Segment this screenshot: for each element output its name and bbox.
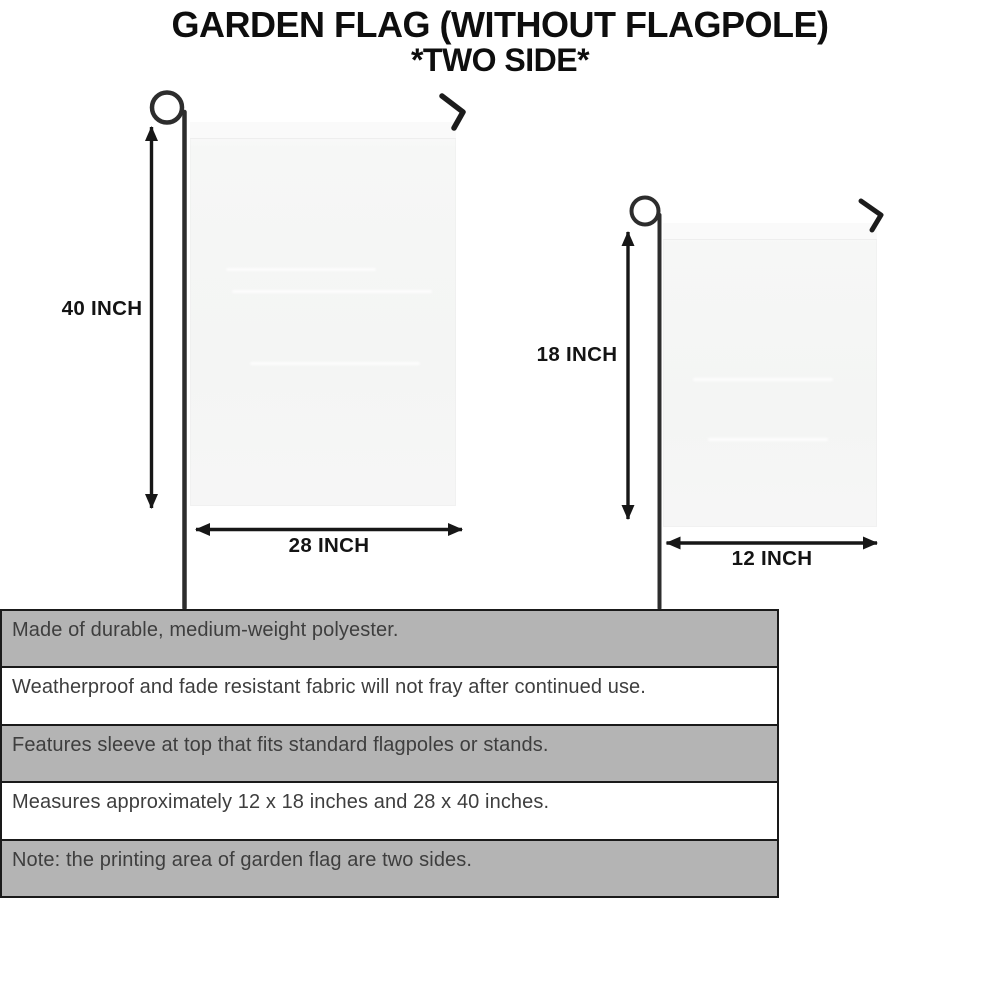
small-flag-fabric [663, 223, 877, 527]
small-flag-height-label: 18 INCH [536, 343, 618, 366]
fabric-fold-line [226, 268, 376, 271]
title-block [0, 5, 1000, 77]
large-flag-fabric [190, 122, 456, 506]
title-line-1: GARDEN FLAG (WITHOUT FLAGPOLE) [171, 4, 829, 45]
feature-row: Measures approximately 12 x 18 inches and 28 x 40 inches. [2, 783, 777, 840]
title-line-2: *TWO SIDE* [410, 42, 590, 78]
fabric-fold-line [232, 290, 432, 293]
feature-row: Note: the printing area of garden flag are two sides. [2, 841, 777, 896]
large-flag-width-label: 28 INCH [288, 534, 370, 557]
large-flag-pole [152, 93, 185, 609]
small-flag-pole [632, 198, 660, 609]
feature-row: Weatherproof and fade resistant fabric will not fray after continued use. [2, 668, 777, 725]
fabric-fold-line [708, 438, 828, 441]
fabric-fold-line [250, 362, 420, 365]
small-flag-width-label: 12 INCH [731, 547, 813, 570]
feature-row: Made of durable, medium-weight polyester. [2, 611, 777, 668]
feature-row: Features sleeve at top that fits standard flagpoles or stands. [2, 726, 777, 783]
fabric-fold-line [693, 378, 833, 381]
large-flag-height-label: 40 INCH [61, 297, 143, 320]
features-table [0, 609, 779, 898]
